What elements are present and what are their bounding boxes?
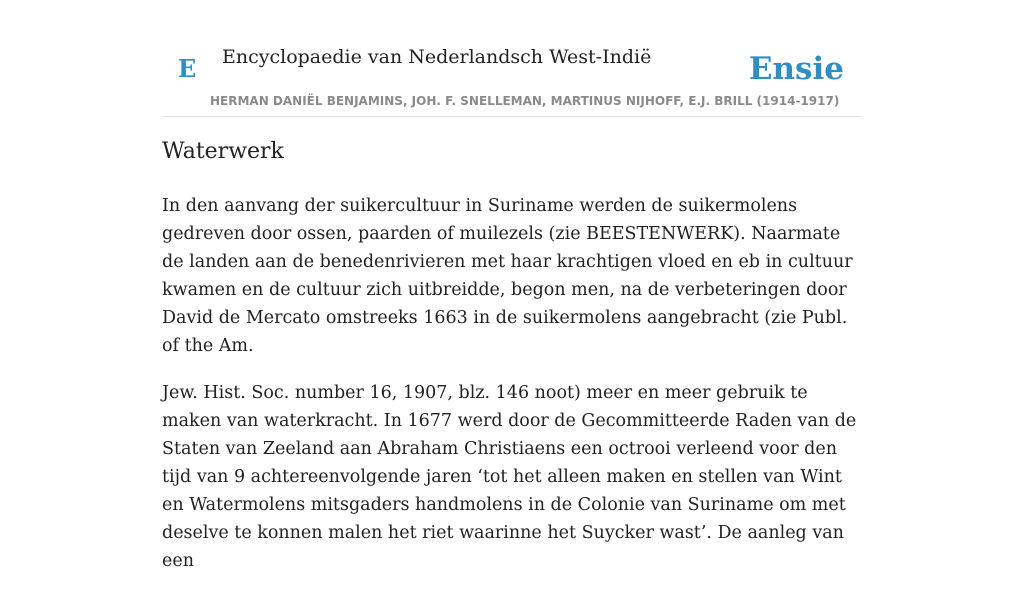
entry-paragraph: Jew. Hist. Soc. number 16, 1907, blz. 146 noot) meer en meer gebruik te maken van waterkracht. In 1677 werd door de Gecommitteerde Raden van de Staten van Zeeland aan Abraham Christiaens een octrooi verleend voor den tijd van 9 achtereenvolgende jaren ‘tot het alleen maken en stellen van Wint en Watermolens mitsgaders handmolens in de Colonie van Suriname om met deselve te konnen malen het riet waarinne het Suycker wast’. De aanleg van een (162, 383, 857, 571)
site-header (162, 40, 862, 117)
entry-title: Waterwerk (162, 139, 284, 164)
entry-paragraph: In den aanvang der suikercultuur in Suriname werden de suikermolens gedreven door ossen, paarden of muilezels (zie BEESTENWERK). Naarmate de landen aan de benedenrivieren met haar krachtigen vloed en eb in cultuur kwamen en de cultuur zich uitbreidde, begon men, na de verbeteringen door David de Mercato omstreeks 1663 in de suikermolens aangebracht (zie Publ. of the Am. (162, 196, 853, 356)
brand-logo-link[interactable]: Ensie (748, 51, 844, 87)
book-byline: HERMAN DANIËL BENJAMINS, JOH. F. SNELLEMAN, MARTINUS NIJHOFF, E.J. BRILL (1914-1917) (210, 94, 840, 108)
entry-body (162, 192, 862, 594)
book-title-link[interactable]: Encyclopaedie van Nederlandsch West-Indië (222, 46, 652, 68)
logo-icon[interactable]: E (178, 54, 197, 83)
